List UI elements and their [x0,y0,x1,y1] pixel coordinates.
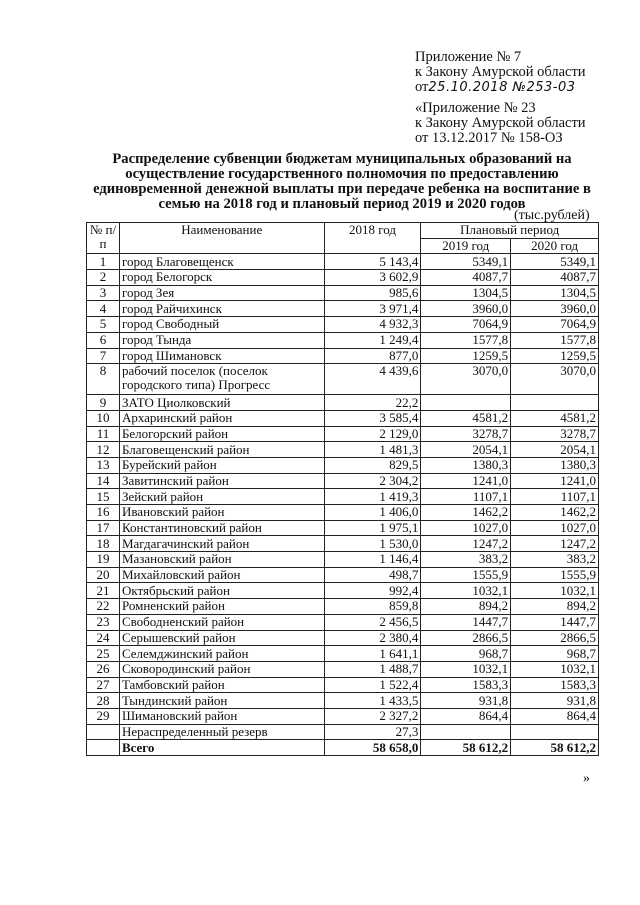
row-name: Завитинский район [119,473,324,489]
row-value-2020: 1259,5 [511,348,599,364]
row-value-2018: 498,7 [324,567,421,583]
row-value-2020: 383,2 [511,552,599,568]
table-row [87,520,599,536]
row-value-2019: 7064,9 [421,317,511,333]
row-number: 7 [87,348,120,364]
row-value-2019: 1027,0 [421,520,511,536]
row-value-2018: 3 971,4 [324,301,421,317]
row-value-2019: 3278,7 [421,426,511,442]
units-label: (тыс.рублей) [514,208,590,223]
row-name: город Свободный [119,317,324,333]
row-value-2019: 1107,1 [421,489,511,505]
row-number: 24 [87,630,120,646]
table-row [87,473,599,489]
row-number: 9 [87,395,120,411]
total-2018: 58 658,0 [324,740,421,756]
row-value-2019: 1447,7 [421,614,511,630]
row-value-2020: 894,2 [511,599,599,615]
row-name: Константиновский район [119,520,324,536]
table-row [87,583,599,599]
row-value-2018: 1 530,0 [324,536,421,552]
table-row [87,693,599,709]
row-value-2020: 931,8 [511,693,599,709]
row-value-2019: 2054,1 [421,442,511,458]
annex-handwritten-date: 25.10.2018 №253-03 [428,80,576,95]
row-number: 29 [87,708,120,724]
table-row [87,285,599,301]
table-row [87,301,599,317]
row-name: город Белогорск [119,270,324,286]
row-value-2019: 3070,0 [421,364,511,395]
row-number: 11 [87,426,120,442]
distribution-table [86,222,599,756]
table-row [87,630,599,646]
row-name: Нераспределенный резерв [119,724,324,740]
total-number [87,740,120,756]
row-name: Шимановский район [119,708,324,724]
row-value-2018: 2 380,4 [324,630,421,646]
table-row [87,677,599,693]
row-value-2019: 1247,2 [421,536,511,552]
row-value-2018: 992,4 [324,583,421,599]
header-2020: 2020 год [511,238,599,254]
row-value-2019: 383,2 [421,552,511,568]
row-value-2019: 1555,9 [421,567,511,583]
table-row [87,348,599,364]
row-name: Бурейский район [119,457,324,473]
annex-header [415,50,586,95]
row-number: 8 [87,364,120,395]
row-name: город Райчихинск [119,301,324,317]
row-value-2018: 1 419,3 [324,489,421,505]
header-plan-period: Плановый период [421,223,599,239]
row-value-2020: 4581,2 [511,410,599,426]
row-name: город Зея [119,285,324,301]
row-name: ЗАТО Циолковский [119,395,324,411]
row-value-2019: 4087,7 [421,270,511,286]
row-name: Архаринский район [119,410,324,426]
row-value-2018: 2 304,2 [324,473,421,489]
row-number: 1 [87,254,120,270]
row-name: Тамбовский район [119,677,324,693]
row-number: 23 [87,614,120,630]
row-value-2020: 3960,0 [511,301,599,317]
row-name: Магдагачинский район [119,536,324,552]
quoted-annex-date: от 13.12.2017 № 158-ОЗ [415,130,563,146]
header-name: Наименование [119,223,324,254]
row-number: 6 [87,332,120,348]
row-number: 25 [87,646,120,662]
row-name: Зейский район [119,489,324,505]
row-value-2020: 1107,1 [511,489,599,505]
row-value-2018: 1 433,5 [324,693,421,709]
row-value-2020: 1447,7 [511,614,599,630]
annex-number: Приложение № 7 [415,49,522,65]
row-number: 22 [87,599,120,615]
row-value-2019: 1577,8 [421,332,511,348]
total-row [87,740,599,756]
row-value-2018: 4 439,6 [324,364,421,395]
table-row [87,426,599,442]
row-value-2019: 1032,1 [421,583,511,599]
quoted-annex-header [415,101,586,146]
row-name: Серышевский район [119,630,324,646]
row-number: 12 [87,442,120,458]
annex-date-line [415,80,586,95]
row-name: Октябрьский район [119,583,324,599]
row-value-2018: 985,6 [324,285,421,301]
table-row [87,536,599,552]
row-number: 5 [87,317,120,333]
row-value-2019: 3960,0 [421,301,511,317]
total-2020: 58 612,2 [511,740,599,756]
row-number: 18 [87,536,120,552]
row-value-2019: 1462,2 [421,505,511,521]
annex-law-reference: к Закону Амурской области [415,64,586,80]
row-value-2018: 1 488,7 [324,661,421,677]
row-value-2020: 1577,8 [511,332,599,348]
row-name: Ромненский район [119,599,324,615]
row-value-2020: 2866,5 [511,630,599,646]
table-row [87,614,599,630]
row-name: Мазановский район [119,552,324,568]
row-value-2019: 5349,1 [421,254,511,270]
table-row [87,254,599,270]
header-2018: 2018 год [324,223,421,254]
total-label: Всего [119,740,324,756]
row-value-2019: 1380,3 [421,457,511,473]
row-value-2018: 829,5 [324,457,421,473]
row-value-2020: 1555,9 [511,567,599,583]
row-value-2018: 859,8 [324,599,421,615]
document-title: Распределение субвенции бюджетам муниципальных образований на осуществление государственного полномочия по предоставлению единовременной денежной выплаты при передаче ребенка на воспитание в семью на 2018 год и плановый период 2019 и 2020 годов [93,151,591,212]
row-value-2018: 22,2 [324,395,421,411]
row-number [87,724,120,740]
row-name: Селемджинский район [119,646,324,662]
row-number: 13 [87,457,120,473]
row-value-2019: 894,2 [421,599,511,615]
row-value-2020: 1247,2 [511,536,599,552]
table-row [87,317,599,333]
row-value-2018: 3 602,9 [324,270,421,286]
table-row [87,708,599,724]
table-row [87,505,599,521]
row-name: Михайловский район [119,567,324,583]
row-value-2018: 1 146,4 [324,552,421,568]
table-row [87,552,599,568]
row-name: Тындинский район [119,693,324,709]
row-value-2018: 1 249,4 [324,332,421,348]
row-number: 26 [87,661,120,677]
row-number: 27 [87,677,120,693]
table-row [87,599,599,615]
row-value-2019: 1304,5 [421,285,511,301]
row-value-2020: 5349,1 [511,254,599,270]
closing-quote: » [583,771,590,786]
row-value-2018: 1 406,0 [324,505,421,521]
table-row [87,332,599,348]
row-value-2018: 4 932,3 [324,317,421,333]
row-value-2020: 3278,7 [511,426,599,442]
row-value-2018: 2 327,2 [324,708,421,724]
table-row [87,364,599,395]
row-name: Свободненский район [119,614,324,630]
table-row [87,724,599,740]
row-number: 10 [87,410,120,426]
table-row [87,646,599,662]
row-name: город Шимановск [119,348,324,364]
quoted-annex-number: «Приложение № 23 [415,100,536,116]
row-number: 3 [87,285,120,301]
row-value-2020: 1032,1 [511,583,599,599]
table-header-row [87,223,599,239]
annex-date-prefix: от [415,79,429,95]
row-value-2018: 1 975,1 [324,520,421,536]
row-value-2020: 1583,3 [511,677,599,693]
row-value-2019: 1032,1 [421,661,511,677]
table-row [87,395,599,411]
row-value-2020: 3070,0 [511,364,599,395]
row-value-2018: 1 522,4 [324,677,421,693]
row-number: 14 [87,473,120,489]
row-name: Сковородинский район [119,661,324,677]
row-value-2018: 1 481,3 [324,442,421,458]
row-value-2019: 2866,5 [421,630,511,646]
quoted-annex-law-reference: к Закону Амурской области [415,115,586,131]
row-value-2020: 1304,5 [511,285,599,301]
row-value-2020: 968,7 [511,646,599,662]
row-number: 2 [87,270,120,286]
table-row [87,567,599,583]
row-value-2019 [421,395,511,411]
header-number: № п/п [87,223,120,254]
table-row [87,457,599,473]
row-number: 4 [87,301,120,317]
row-value-2018: 27,3 [324,724,421,740]
row-name: город Тында [119,332,324,348]
row-value-2020 [511,395,599,411]
row-value-2020 [511,724,599,740]
header-2019: 2019 год [421,238,511,254]
row-name: Ивановский район [119,505,324,521]
row-value-2020: 1241,0 [511,473,599,489]
row-value-2019: 1259,5 [421,348,511,364]
table-row [87,489,599,505]
row-value-2020: 1032,1 [511,661,599,677]
total-2019: 58 612,2 [421,740,511,756]
row-name: город Благовещенск [119,254,324,270]
row-value-2018: 5 143,4 [324,254,421,270]
row-value-2018: 3 585,4 [324,410,421,426]
row-name: Белогорский район [119,426,324,442]
row-number: 28 [87,693,120,709]
row-number: 19 [87,552,120,568]
row-value-2020: 2054,1 [511,442,599,458]
row-value-2020: 1027,0 [511,520,599,536]
row-value-2019: 4581,2 [421,410,511,426]
row-value-2020: 1380,3 [511,457,599,473]
row-value-2018: 2 456,5 [324,614,421,630]
row-value-2019: 1241,0 [421,473,511,489]
row-name: Благовещенский район [119,442,324,458]
row-number: 15 [87,489,120,505]
table-row [87,270,599,286]
row-value-2019: 1583,3 [421,677,511,693]
row-value-2019: 931,8 [421,693,511,709]
table-row [87,410,599,426]
row-value-2019 [421,724,511,740]
row-value-2019: 864,4 [421,708,511,724]
table-row [87,661,599,677]
row-value-2019: 968,7 [421,646,511,662]
row-number: 16 [87,505,120,521]
table-row [87,442,599,458]
row-value-2020: 4087,7 [511,270,599,286]
row-value-2020: 864,4 [511,708,599,724]
row-number: 21 [87,583,120,599]
row-name: рабочий поселок (поселок городского типа) Прогресс [119,364,324,395]
row-value-2020: 7064,9 [511,317,599,333]
row-number: 17 [87,520,120,536]
row-value-2018: 2 129,0 [324,426,421,442]
row-value-2020: 1462,2 [511,505,599,521]
row-value-2018: 1 641,1 [324,646,421,662]
row-number: 20 [87,567,120,583]
row-value-2018: 877,0 [324,348,421,364]
